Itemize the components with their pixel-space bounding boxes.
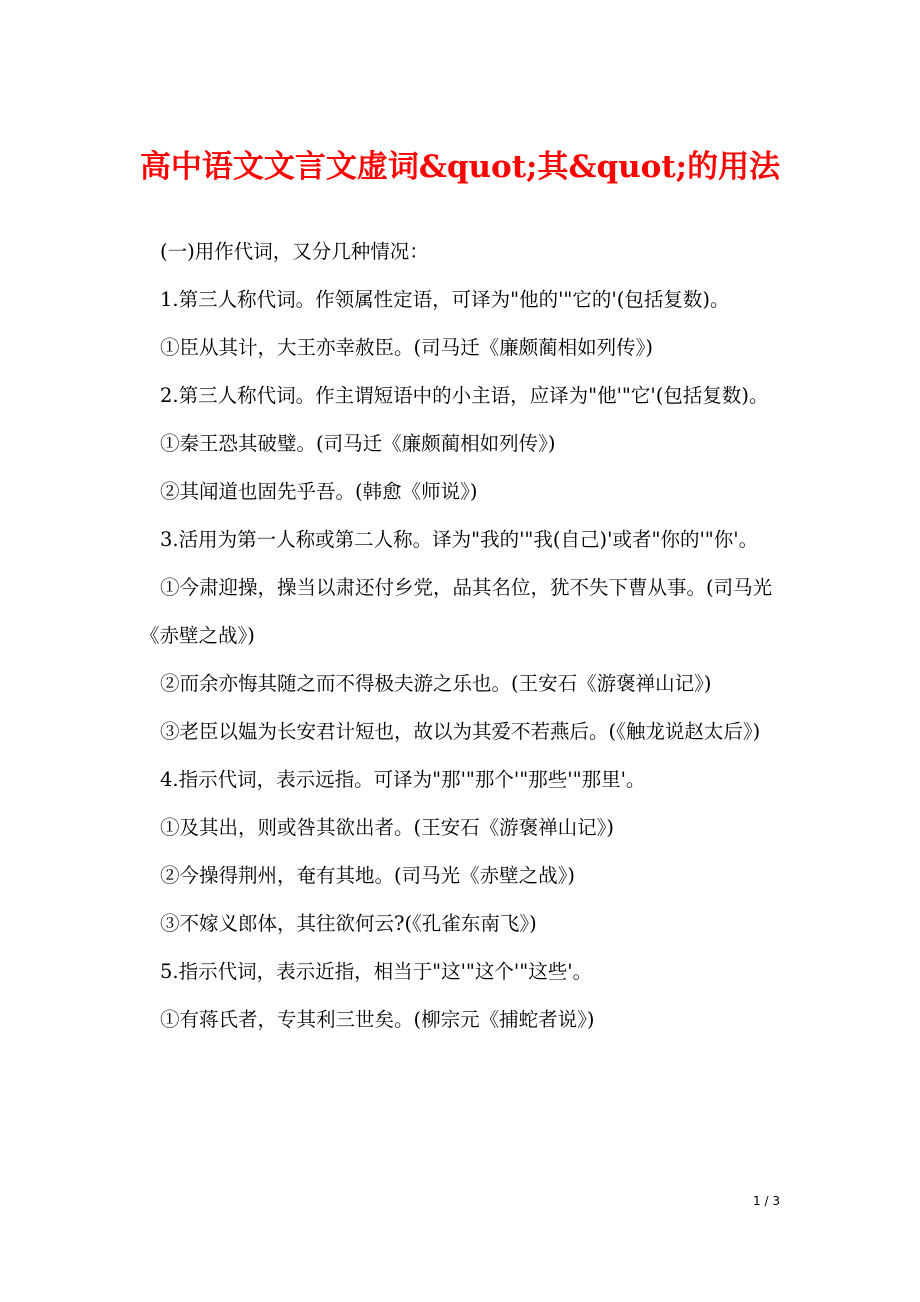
paragraph: 2.第三人称代词。作主谓短语中的小主语，应译为"他'"它'(包括复数)。 (160, 384, 769, 407)
paragraph: ①有蒋氏者，专其利三世矣。(柳宗元《捕蛇者说》) (160, 1008, 595, 1031)
paragraph: (一)用作代词，又分几种情况： (160, 240, 429, 263)
paragraph: ①秦王恐其破璧。(司马迁《廉颇蔺相如列传》) (160, 432, 556, 455)
document-title: 高中语文文言文虚词&quot;其&quot;的用法 (139, 149, 781, 185)
paragraph: ②其闻道也固先乎吾。(韩愈《师说》) (160, 480, 478, 503)
paragraph: ①及其出，则或咎其欲出者。(王安石《游褒禅山记》) (160, 816, 614, 839)
paragraph: ②而余亦悔其随之而不得极夫游之乐也。(王安石《游褒禅山记》) (160, 672, 712, 695)
paragraph: 3.活用为第一人称或第二人称。译为"我的'"我(自己)'或者"你的'"你'。 (160, 528, 759, 551)
paragraph: ③不嫁义郎体，其往欲何云?(《孔雀东南飞》) (160, 912, 537, 935)
paragraph: 5.指示代词，表示近指，相当于"这'"这个'"这些'。 (160, 960, 593, 983)
paragraph: 4.指示代词，表示远指。可译为"那'"那个'"那些'"那里'。 (160, 768, 646, 791)
paragraph: ①臣从其计，大王亦幸赦臣。(司马迁《廉颇蔺相如列传》) (160, 336, 653, 359)
paragraph: 1.第三人称代词。作领属性定语，可译为"他的'"它的'(包括复数)。 (160, 288, 730, 311)
paragraph: ③老臣以媪为长安君计短也，故以为其爱不若燕后。(《触龙说赵太后》) (160, 720, 761, 743)
document-body (140, 228, 780, 1044)
paragraph: ②今操得荆州，奄有其地。(司马光《赤壁之战》) (160, 864, 575, 887)
page-number: 1 / 3 (753, 1194, 780, 1208)
paragraph: ①今肃迎操，操当以肃还付乡党，品其名位，犹不失下曹从事。(司马光《赤壁之战》) (140, 576, 773, 647)
